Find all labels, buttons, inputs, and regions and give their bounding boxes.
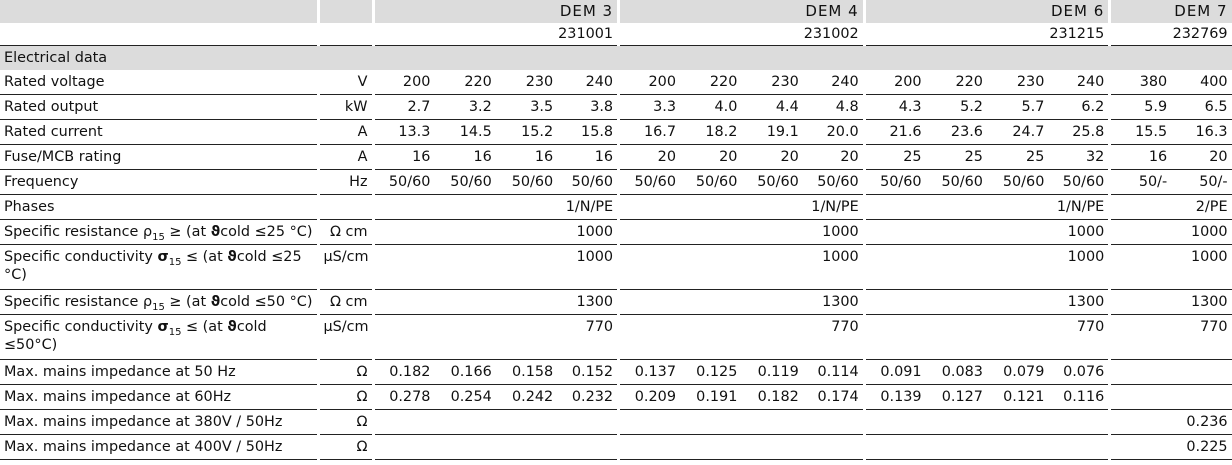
code-dem3: 231001 (373, 23, 619, 46)
table-row (0, 95, 1232, 120)
cell: 200 (864, 70, 925, 95)
cell: 220 (434, 70, 495, 95)
cell (1171, 385, 1231, 410)
cell: 0.182 (373, 360, 434, 385)
cell: 770 (864, 315, 1110, 360)
row-label: Max. mains impedance at 380V / 50Hz (0, 410, 318, 435)
cell: 0.116 (1048, 385, 1109, 410)
code-dem6: 231215 (864, 23, 1110, 46)
cell: 3.3 (619, 95, 680, 120)
cell: 0.079 (987, 360, 1048, 385)
cell: 6.2 (1048, 95, 1109, 120)
table-row (0, 195, 1232, 220)
cell: 16 (557, 145, 618, 170)
cell: 1300 (864, 290, 1110, 315)
cell: 0.119 (741, 360, 802, 385)
cell: 0.182 (741, 385, 802, 410)
cell: 19.1 (741, 120, 802, 145)
cell: 1000 (1110, 245, 1232, 290)
cell: 20 (619, 145, 680, 170)
cell: 0.209 (619, 385, 680, 410)
cell: 16 (434, 145, 495, 170)
row-unit: Ω (318, 385, 373, 410)
cell: 3.8 (557, 95, 618, 120)
cell (1171, 360, 1231, 385)
cell: 16 (1110, 145, 1171, 170)
cell: 1/N/PE (864, 195, 1110, 220)
row-unit (318, 195, 373, 220)
model-dem4: DEM 4 (619, 0, 865, 23)
cell: 0.225 (1110, 435, 1232, 460)
cell: 1000 (864, 245, 1110, 290)
cell (1110, 360, 1171, 385)
cell: 1300 (619, 290, 865, 315)
row-unit: A (318, 145, 373, 170)
cell: 0.278 (373, 385, 434, 410)
row-label: Max. mains impedance at 50 Hz (0, 360, 318, 385)
cell: 1000 (619, 245, 865, 290)
cell: 0.158 (496, 360, 557, 385)
cell: 50/60 (557, 170, 618, 195)
cell: 16.7 (619, 120, 680, 145)
row-unit: Ω (318, 360, 373, 385)
row-unit: kW (318, 95, 373, 120)
cell: 16.3 (1171, 120, 1231, 145)
table-row (0, 435, 1232, 460)
table-row (0, 245, 1232, 290)
cell: 4.0 (680, 95, 741, 120)
cell: 16 (496, 145, 557, 170)
article-code-row (0, 23, 1232, 46)
cell: 6.5 (1171, 95, 1231, 120)
table-row (0, 290, 1232, 315)
cell: 4.8 (803, 95, 864, 120)
cell: 0.174 (803, 385, 864, 410)
cell: 0.127 (926, 385, 987, 410)
row-label: Rated voltage (0, 70, 318, 95)
table-row (0, 410, 1232, 435)
cell: 20 (803, 145, 864, 170)
cell: 1/N/PE (373, 195, 619, 220)
cell: 0.091 (864, 360, 925, 385)
cell: 20 (1171, 145, 1231, 170)
cell: 23.6 (926, 120, 987, 145)
cell: 5.9 (1110, 95, 1171, 120)
cell: 400 (1171, 70, 1231, 95)
model-dem7: DEM 7 (1110, 0, 1232, 23)
row-unit: Ω (318, 435, 373, 460)
row-label: Max. mains impedance at 60Hz (0, 385, 318, 410)
cell (1110, 385, 1171, 410)
code-dem7: 232769 (1110, 23, 1232, 46)
row-unit: Hz (318, 170, 373, 195)
table-row (0, 360, 1232, 385)
cell: 4.4 (741, 95, 802, 120)
row-label: Specific resistance $\rho_{15} \ge (at$ ϑcold ≤50 °C) (0, 290, 318, 315)
cell: 0.152 (557, 360, 618, 385)
cell: 1000 (864, 220, 1110, 245)
table-row (0, 120, 1232, 145)
row-label: Fuse/MCB rating (0, 145, 318, 170)
cell: 220 (926, 70, 987, 95)
cell: 25 (987, 145, 1048, 170)
cell: 50/60 (1048, 170, 1109, 195)
cell: 50/60 (987, 170, 1048, 195)
cell: 50/60 (864, 170, 925, 195)
cell: 20 (741, 145, 802, 170)
cell: 50/60 (434, 170, 495, 195)
cell: 14.5 (434, 120, 495, 145)
cell: 15.8 (557, 120, 618, 145)
section-row (0, 46, 1232, 71)
cell: 2/PE (1110, 195, 1232, 220)
row-label: Frequency (0, 170, 318, 195)
cell: 5.7 (987, 95, 1048, 120)
cell: 25 (926, 145, 987, 170)
cell: 50/- (1171, 170, 1231, 195)
cell: 0.125 (680, 360, 741, 385)
cell: 230 (741, 70, 802, 95)
cell: 240 (557, 70, 618, 95)
cell: 13.3 (373, 120, 434, 145)
table-row (0, 220, 1232, 245)
cell: 0.076 (1048, 360, 1109, 385)
cell: 50/60 (496, 170, 557, 195)
row-label: Max. mains impedance at 400V / 50Hz (0, 435, 318, 460)
table-row (0, 145, 1232, 170)
model-dem6: DEM 6 (864, 0, 1110, 23)
table-row (0, 385, 1232, 410)
cell: 16 (373, 145, 434, 170)
cell: 0.232 (557, 385, 618, 410)
cell: 1000 (1110, 220, 1232, 245)
cell: 380 (1110, 70, 1171, 95)
cell: 0.137 (619, 360, 680, 385)
cell: 1300 (1110, 290, 1232, 315)
row-label: Rated current (0, 120, 318, 145)
row-unit: Ω (318, 410, 373, 435)
cell: 15.5 (1110, 120, 1171, 145)
cell: 50/60 (619, 170, 680, 195)
row-label: Specific conductivity $\sigma_{15} \le (at$ ϑcold ≤50°C) (0, 315, 318, 360)
cell: 3.2 (434, 95, 495, 120)
cell: 5.2 (926, 95, 987, 120)
cell: 230 (987, 70, 1048, 95)
row-label: Specific conductivity $\sigma_{15} \le (at$ ϑcold ≤25 °C) (0, 245, 318, 290)
cell: 220 (680, 70, 741, 95)
cell: 770 (373, 315, 619, 360)
cell: 50/60 (680, 170, 741, 195)
cell: 21.6 (864, 120, 925, 145)
cell: 25.8 (1048, 120, 1109, 145)
row-label: Rated output (0, 95, 318, 120)
cell: 0.242 (496, 385, 557, 410)
cell: 50/60 (926, 170, 987, 195)
model-dem3: DEM 3 (373, 0, 619, 23)
row-label: Specific resistance $\rho_{15} \ge (at$ ϑcold ≤25 °C) (0, 220, 318, 245)
section-title: Electrical data (0, 46, 1232, 71)
cell: 1/N/PE (619, 195, 865, 220)
code-dem4: 231002 (619, 23, 865, 46)
cell: 0.139 (864, 385, 925, 410)
cell: 32 (1048, 145, 1109, 170)
cell: 0.191 (680, 385, 741, 410)
row-unit: µS/cm (318, 315, 373, 360)
cell: 200 (619, 70, 680, 95)
cell: 0.254 (434, 385, 495, 410)
cell: 50/60 (741, 170, 802, 195)
cell: 240 (1048, 70, 1109, 95)
cell: 20.0 (803, 120, 864, 145)
cell: 230 (496, 70, 557, 95)
cell: 15.2 (496, 120, 557, 145)
row-unit: Ω cm (318, 220, 373, 245)
cell: 50/60 (803, 170, 864, 195)
row-label: Phases (0, 195, 318, 220)
cell: 0.114 (803, 360, 864, 385)
cell: 1000 (373, 245, 619, 290)
cell: 0.236 (1110, 410, 1232, 435)
row-unit: A (318, 120, 373, 145)
cell: 2.7 (373, 95, 434, 120)
cell: 770 (619, 315, 865, 360)
cell: 24.7 (987, 120, 1048, 145)
cell: 1000 (373, 220, 619, 245)
cell: 1300 (373, 290, 619, 315)
cell: 4.3 (864, 95, 925, 120)
cell: 20 (680, 145, 741, 170)
cell: 1000 (619, 220, 865, 245)
cell: 200 (373, 70, 434, 95)
table-row (0, 315, 1232, 360)
cell: 0.121 (987, 385, 1048, 410)
cell: 25 (864, 145, 925, 170)
row-unit: µS/cm (318, 245, 373, 290)
row-unit: Ω cm (318, 290, 373, 315)
cell: 50/60 (373, 170, 434, 195)
row-unit: V (318, 70, 373, 95)
cell: 18.2 (680, 120, 741, 145)
table-row (0, 70, 1232, 95)
model-header-row (0, 0, 1232, 23)
cell: 0.166 (434, 360, 495, 385)
cell: 0.083 (926, 360, 987, 385)
table-row (0, 170, 1232, 195)
cell: 3.5 (496, 95, 557, 120)
cell: 240 (803, 70, 864, 95)
cell: 50/- (1110, 170, 1171, 195)
cell: 770 (1110, 315, 1232, 360)
